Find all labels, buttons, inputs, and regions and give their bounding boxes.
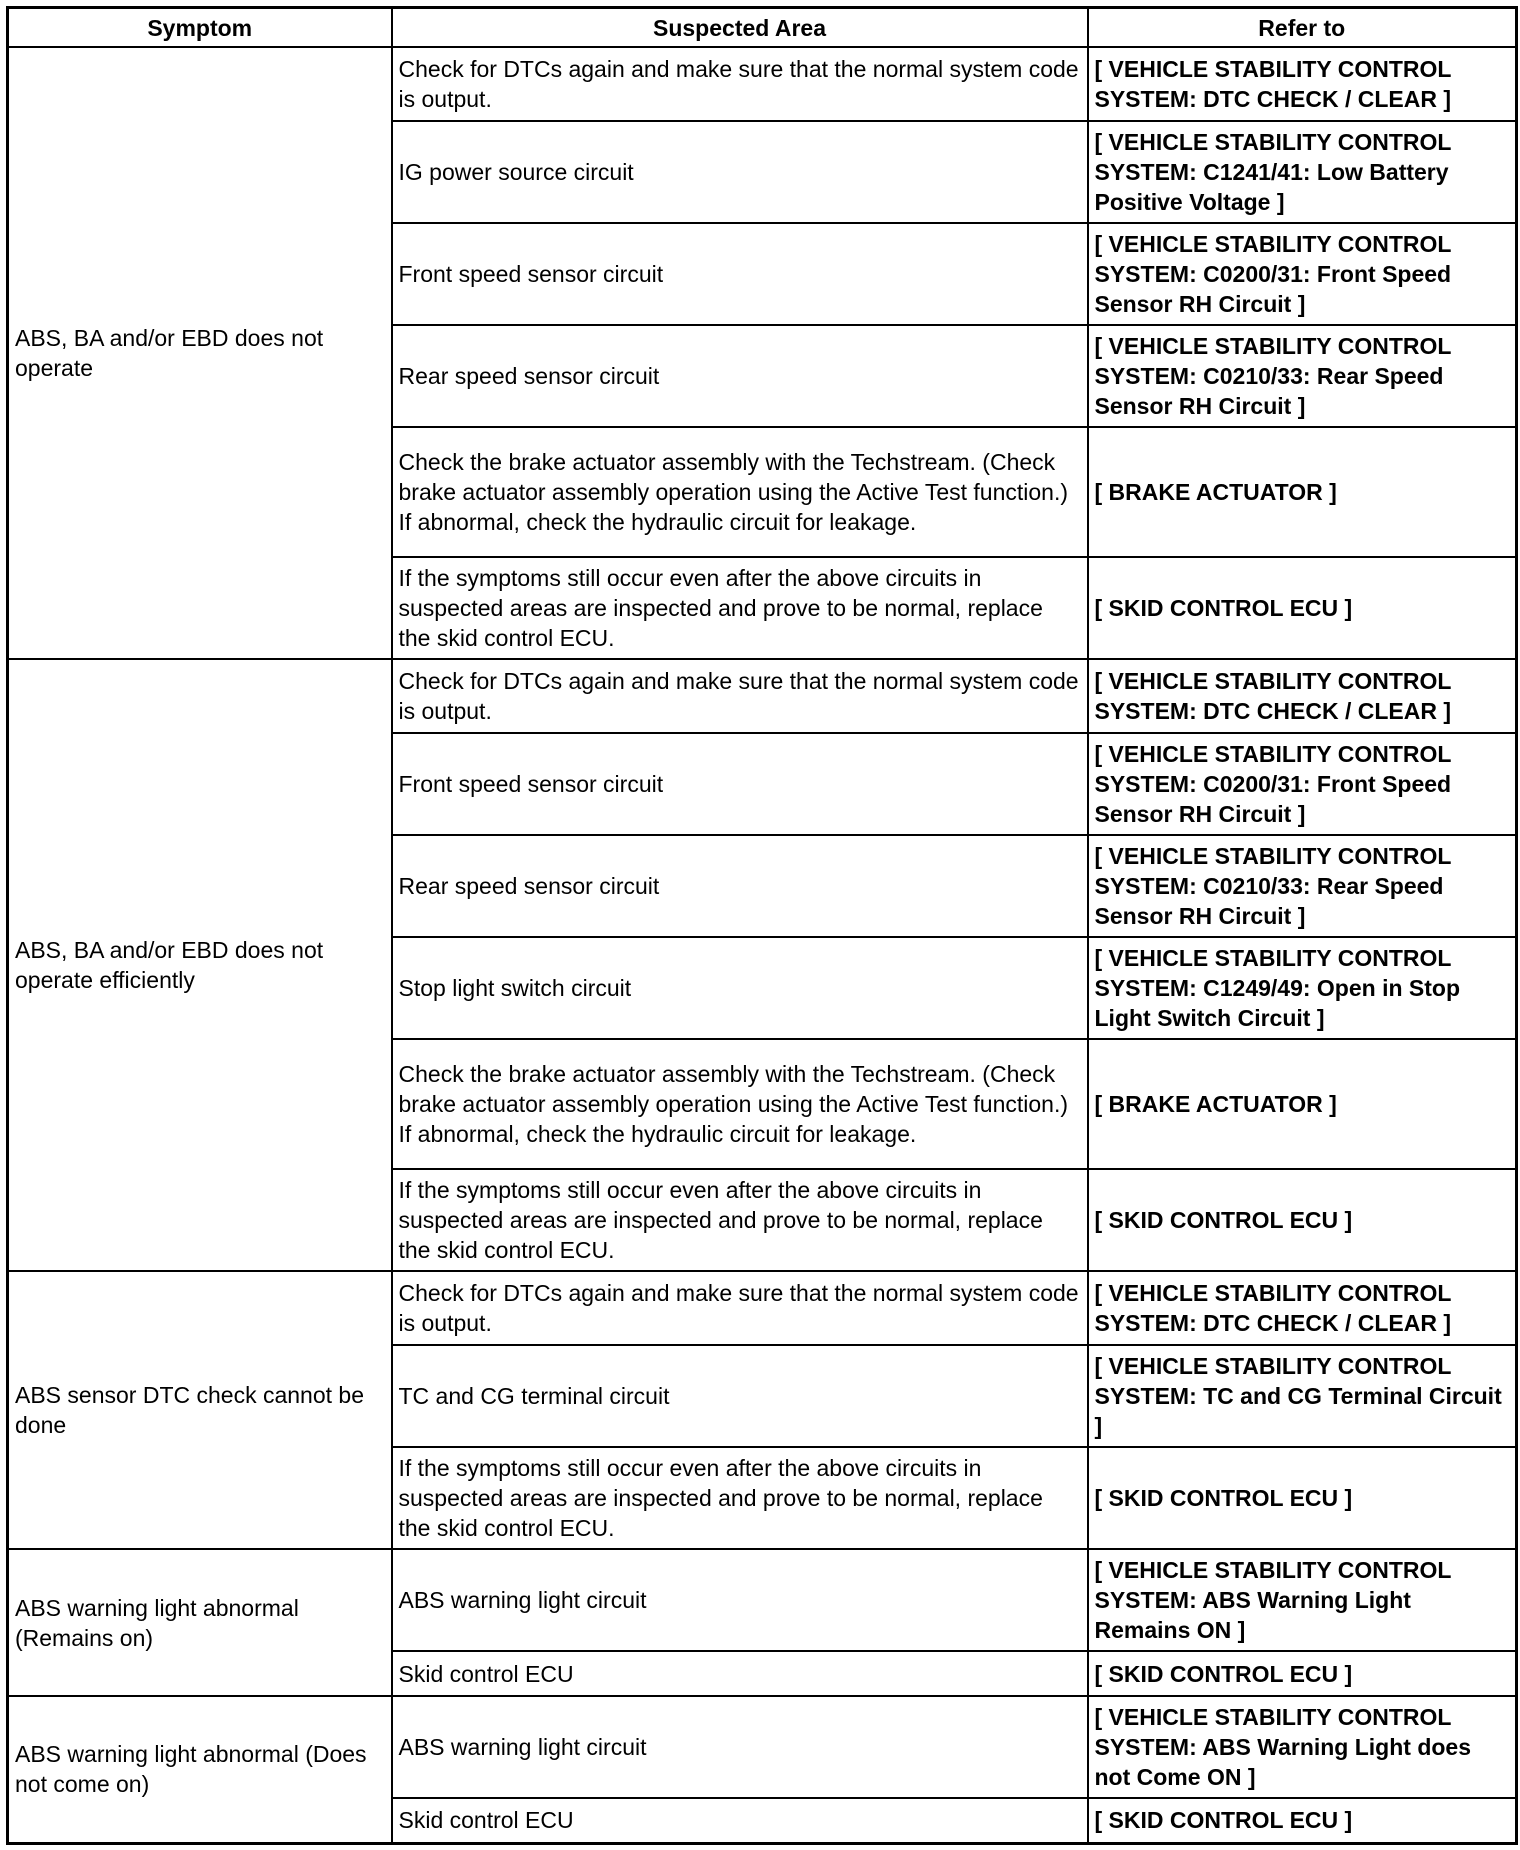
refer-to-cell: [ VEHICLE STABILITY CONTROL SYSTEM: C0210/33: Rear Speed Sensor RH Circuit ] bbox=[1088, 835, 1517, 937]
suspected-area-cell: TC and CG terminal circuit bbox=[392, 1345, 1088, 1447]
table-row bbox=[8, 659, 1517, 733]
suspected-area-cell: Front speed sensor circuit bbox=[392, 223, 1088, 325]
suspected-area-cell: ABS warning light circuit bbox=[392, 1549, 1088, 1651]
refer-to-cell: [ VEHICLE STABILITY CONTROL SYSTEM: C1249/49: Open in Stop Light Switch Circuit ] bbox=[1088, 937, 1517, 1039]
refer-to-cell: [ SKID CONTROL ECU ] bbox=[1088, 1651, 1517, 1696]
suspected-area-cell: If the symptoms still occur even after the above circuits in suspected areas are inspected and prove to be normal, replace the skid control ECU. bbox=[392, 557, 1088, 659]
symptom-cell: ABS warning light abnormal (Does not come on) bbox=[8, 1696, 392, 1843]
table-body bbox=[8, 47, 1517, 1843]
refer-to-cell: [ VEHICLE STABILITY CONTROL SYSTEM: ABS Warning Light Remains ON ] bbox=[1088, 1549, 1517, 1651]
table-row bbox=[8, 47, 1517, 121]
suspected-area-cell: Check for DTCs again and make sure that the normal system code is output. bbox=[392, 1271, 1088, 1345]
refer-to-cell: [ VEHICLE STABILITY CONTROL SYSTEM: ABS Warning Light does not Come ON ] bbox=[1088, 1696, 1517, 1798]
symptom-cell: ABS warning light abnormal (Remains on) bbox=[8, 1549, 392, 1696]
refer-to-cell: [ VEHICLE STABILITY CONTROL SYSTEM: TC and CG Terminal Circuit ] bbox=[1088, 1345, 1517, 1447]
symptom-cell: ABS, BA and/or EBD does not operate bbox=[8, 47, 392, 659]
refer-to-cell: [ BRAKE ACTUATOR ] bbox=[1088, 1039, 1517, 1169]
refer-to-cell: [ VEHICLE STABILITY CONTROL SYSTEM: C0200/31: Front Speed Sensor RH Circuit ] bbox=[1088, 733, 1517, 835]
refer-to-cell: [ VEHICLE STABILITY CONTROL SYSTEM: C0210/33: Rear Speed Sensor RH Circuit ] bbox=[1088, 325, 1517, 427]
refer-to-cell: [ VEHICLE STABILITY CONTROL SYSTEM: DTC CHECK / CLEAR ] bbox=[1088, 659, 1517, 733]
troubleshooting-table bbox=[6, 6, 1518, 1845]
suspected-area-cell: Skid control ECU bbox=[392, 1651, 1088, 1696]
suspected-area-cell: IG power source circuit bbox=[392, 121, 1088, 223]
suspected-area-cell: ABS warning light circuit bbox=[392, 1696, 1088, 1798]
refer-to-cell: [ VEHICLE STABILITY CONTROL SYSTEM: DTC CHECK / CLEAR ] bbox=[1088, 1271, 1517, 1345]
header-refer-to: Refer to bbox=[1088, 8, 1517, 48]
suspected-area-cell: If the symptoms still occur even after the above circuits in suspected areas are inspected and prove to be normal, replace the skid control ECU. bbox=[392, 1169, 1088, 1271]
refer-to-cell: [ BRAKE ACTUATOR ] bbox=[1088, 427, 1517, 557]
refer-to-cell: [ VEHICLE STABILITY CONTROL SYSTEM: C1241/41: Low Battery Positive Voltage ] bbox=[1088, 121, 1517, 223]
refer-to-cell: [ SKID CONTROL ECU ] bbox=[1088, 1447, 1517, 1549]
suspected-area-cell: Check for DTCs again and make sure that the normal system code is output. bbox=[392, 47, 1088, 121]
suspected-area-cell: If the symptoms still occur even after the above circuits in suspected areas are inspected and prove to be normal, replace the skid control ECU. bbox=[392, 1447, 1088, 1549]
refer-to-cell: [ SKID CONTROL ECU ] bbox=[1088, 557, 1517, 659]
symptom-cell: ABS sensor DTC check cannot be done bbox=[8, 1271, 392, 1549]
suspected-area-cell: Check the brake actuator assembly with the Techstream. (Check brake actuator assembly operation using the Active Test function.) If abnormal, check the hydraulic circuit for leakage. bbox=[392, 427, 1088, 557]
refer-to-cell: [ VEHICLE STABILITY CONTROL SYSTEM: C0200/31: Front Speed Sensor RH Circuit ] bbox=[1088, 223, 1517, 325]
suspected-area-cell: Rear speed sensor circuit bbox=[392, 325, 1088, 427]
header-suspected-area: Suspected Area bbox=[392, 8, 1088, 48]
suspected-area-cell: Check for DTCs again and make sure that the normal system code is output. bbox=[392, 659, 1088, 733]
refer-to-cell: [ SKID CONTROL ECU ] bbox=[1088, 1169, 1517, 1271]
refer-to-cell: [ VEHICLE STABILITY CONTROL SYSTEM: DTC CHECK / CLEAR ] bbox=[1088, 47, 1517, 121]
table-row bbox=[8, 1696, 1517, 1798]
table-row bbox=[8, 1549, 1517, 1651]
header-symptom: Symptom bbox=[8, 8, 392, 48]
suspected-area-cell: Rear speed sensor circuit bbox=[392, 835, 1088, 937]
suspected-area-cell: Stop light switch circuit bbox=[392, 937, 1088, 1039]
table-row bbox=[8, 1271, 1517, 1345]
symptom-cell: ABS, BA and/or EBD does not operate efficiently bbox=[8, 659, 392, 1271]
suspected-area-cell: Skid control ECU bbox=[392, 1798, 1088, 1843]
refer-to-cell: [ SKID CONTROL ECU ] bbox=[1088, 1798, 1517, 1843]
suspected-area-cell: Front speed sensor circuit bbox=[392, 733, 1088, 835]
header-row bbox=[8, 8, 1517, 48]
suspected-area-cell: Check the brake actuator assembly with the Techstream. (Check brake actuator assembly operation using the Active Test function.) If abnormal, check the hydraulic circuit for leakage. bbox=[392, 1039, 1088, 1169]
